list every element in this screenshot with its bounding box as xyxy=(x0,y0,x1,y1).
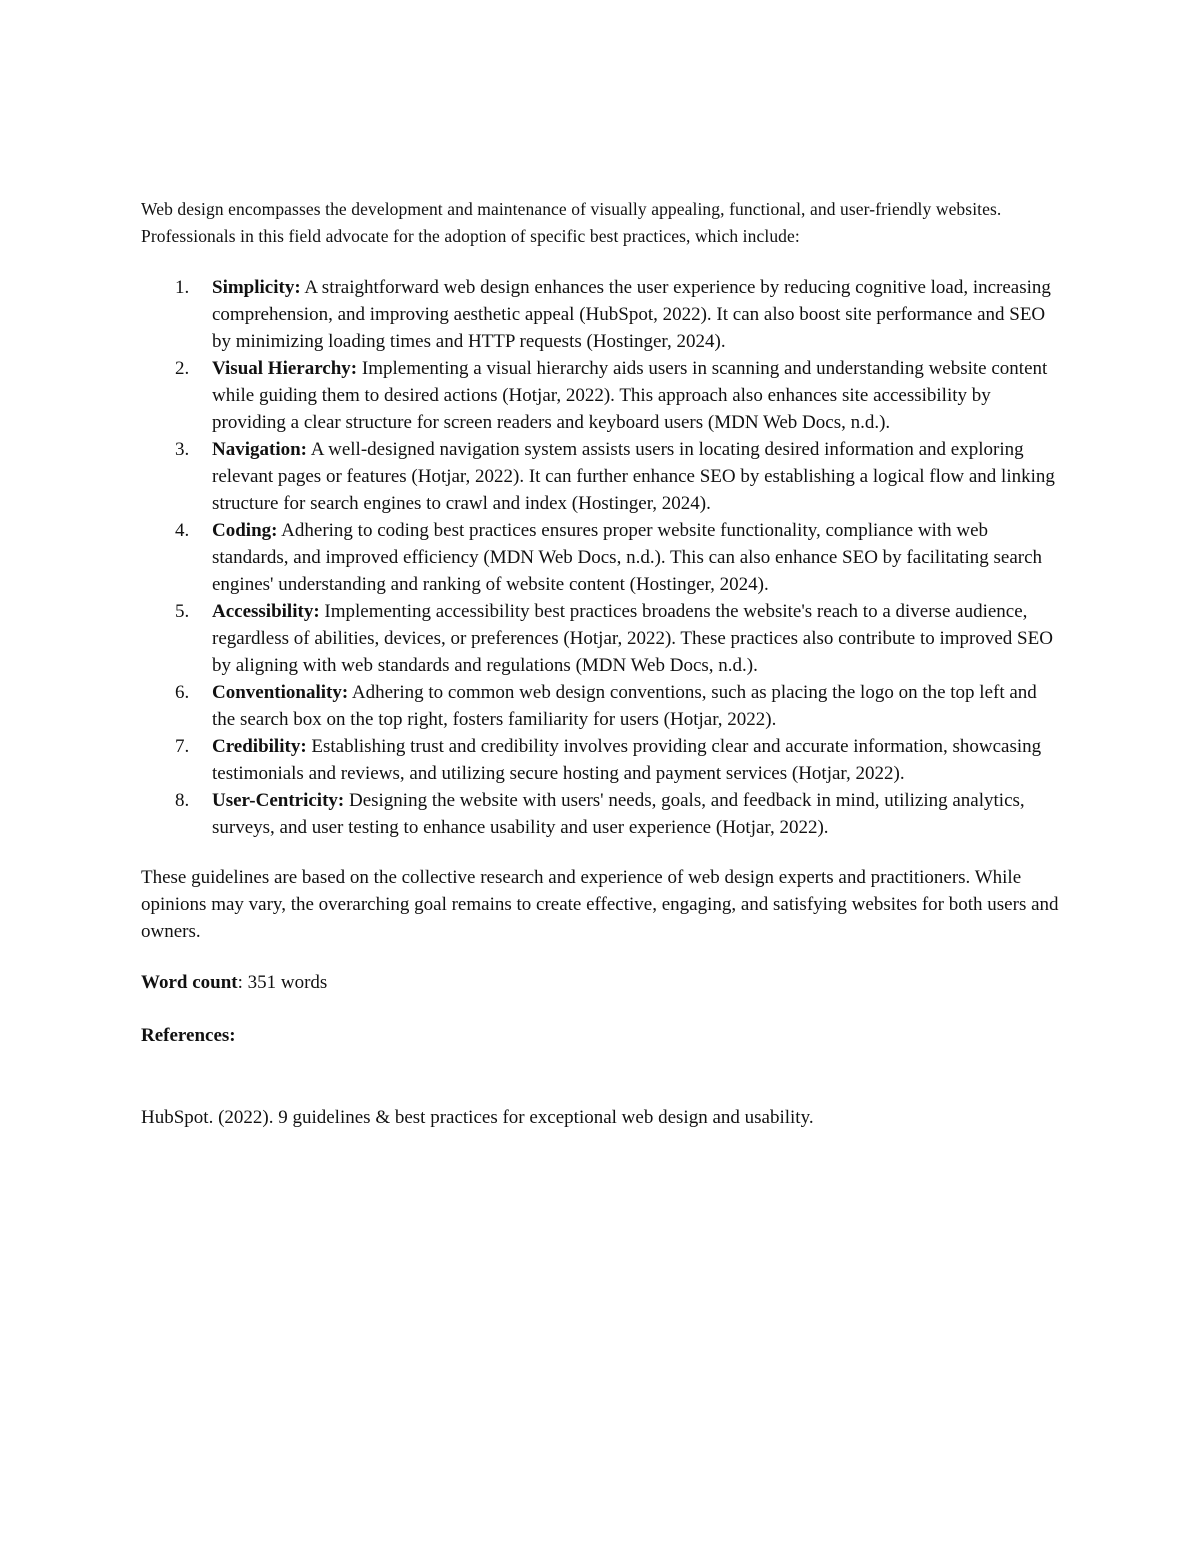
list-item-term: User-Centricity: xyxy=(212,790,345,811)
list-item-term: Simplicity: xyxy=(212,277,301,298)
list-item xyxy=(141,517,1061,598)
list-item xyxy=(141,598,1061,679)
list-item-term: Credibility: xyxy=(212,736,307,757)
list-item-number: 2. xyxy=(175,358,190,379)
list-item-term: Visual Hierarchy: xyxy=(212,358,358,379)
list-item-text: A well-designed navigation system assists users in locating desired information and exploring relevant pages or features (Hotjar, 2022). It can further enhance SEO by establishing a logical flow and linking structure for search engines to crawl and index (Hostinger, 2024). xyxy=(212,439,1055,514)
document-page xyxy=(141,196,1061,1131)
list-item-text: Establishing trust and credibility involves providing clear and accurate information, showcasing testimonials and reviews, and utilizing secure hosting and payment services (Hotjar, 2022). xyxy=(212,736,1042,784)
list-item-text: Adhering to common web design conventions, such as placing the logo on the top left and the search box on the top right, fosters familiarity for users (Hotjar, 2022). xyxy=(212,682,1037,730)
best-practices-list xyxy=(141,274,1061,841)
list-item xyxy=(141,787,1061,841)
list-item-number: 6. xyxy=(175,682,190,703)
list-item-text: Implementing accessibility best practices broadens the website's reach to a diverse audience, regardless of abilities, devices, or preferences (Hotjar, 2022). These practices also contribute to improved SEO by aligning with web standards and regulations (MDN Web Docs, n.d.). xyxy=(212,601,1053,676)
list-item-term: Navigation: xyxy=(212,439,307,460)
list-item-text: A straightforward web design enhances the user experience by reducing cognitive load, increasing comprehension, and improving aesthetic appeal (HubSpot, 2022). It can also boost site performance and SEO by minimizing loading times and HTTP requests (Hostinger, 2024). xyxy=(212,277,1051,352)
list-item-text: Implementing a visual hierarchy aids users in scanning and understanding website content while guiding them to desired actions (Hotjar, 2022). This approach also enhances site accessibility by providing a clear structure for screen readers and keyboard users (MDN Web Docs, n.d.). xyxy=(212,358,1048,433)
list-item xyxy=(141,733,1061,787)
list-item-term: Accessibility: xyxy=(212,601,320,622)
list-item-number: 4. xyxy=(175,520,190,541)
list-item-text: Adhering to coding best practices ensures proper website functionality, compliance with web standards, and improved efficiency (MDN Web Docs, n.d.). This can also enhance SEO by facilitating search engines' understanding and ranking of website content (Hostinger, 2024). xyxy=(212,520,1043,595)
list-item-number: 1. xyxy=(175,277,190,298)
list-item xyxy=(141,355,1061,436)
list-item-number: 7. xyxy=(175,736,190,757)
list-item xyxy=(141,679,1061,733)
word-count-label: Word count xyxy=(141,972,238,993)
word-count xyxy=(141,969,1061,996)
references-heading: References: xyxy=(141,1025,236,1046)
list-item xyxy=(141,436,1061,517)
reference-entry: HubSpot. (2022). 9 guidelines & best practices for exceptional web design and usability. xyxy=(141,1107,814,1128)
closing-paragraph: These guidelines are based on the collective research and experience of web design experts and practitioners. While opinions may vary, the overarching goal remains to create effective, engaging, and satisfying websites for both users and owners. xyxy=(141,867,1059,942)
list-item-term: Conventionality: xyxy=(212,682,349,703)
word-count-value: : 351 words xyxy=(237,972,328,993)
list-item-term: Coding: xyxy=(212,520,278,541)
list-item xyxy=(141,274,1061,355)
list-item-text: Designing the website with users' needs, goals, and feedback in mind, utilizing analytics, surveys, and user testing to enhance usability and user experience (Hotjar, 2022). xyxy=(212,790,1025,838)
list-item-number: 5. xyxy=(175,601,190,622)
intro-paragraph: Web design encompasses the development and maintenance of visually appealing, functional, and user-friendly websites. Professionals in this field advocate for the adoption of specific best practices, which include: xyxy=(141,199,1002,246)
list-item-number: 8. xyxy=(175,790,190,811)
list-item-number: 3. xyxy=(175,439,190,460)
